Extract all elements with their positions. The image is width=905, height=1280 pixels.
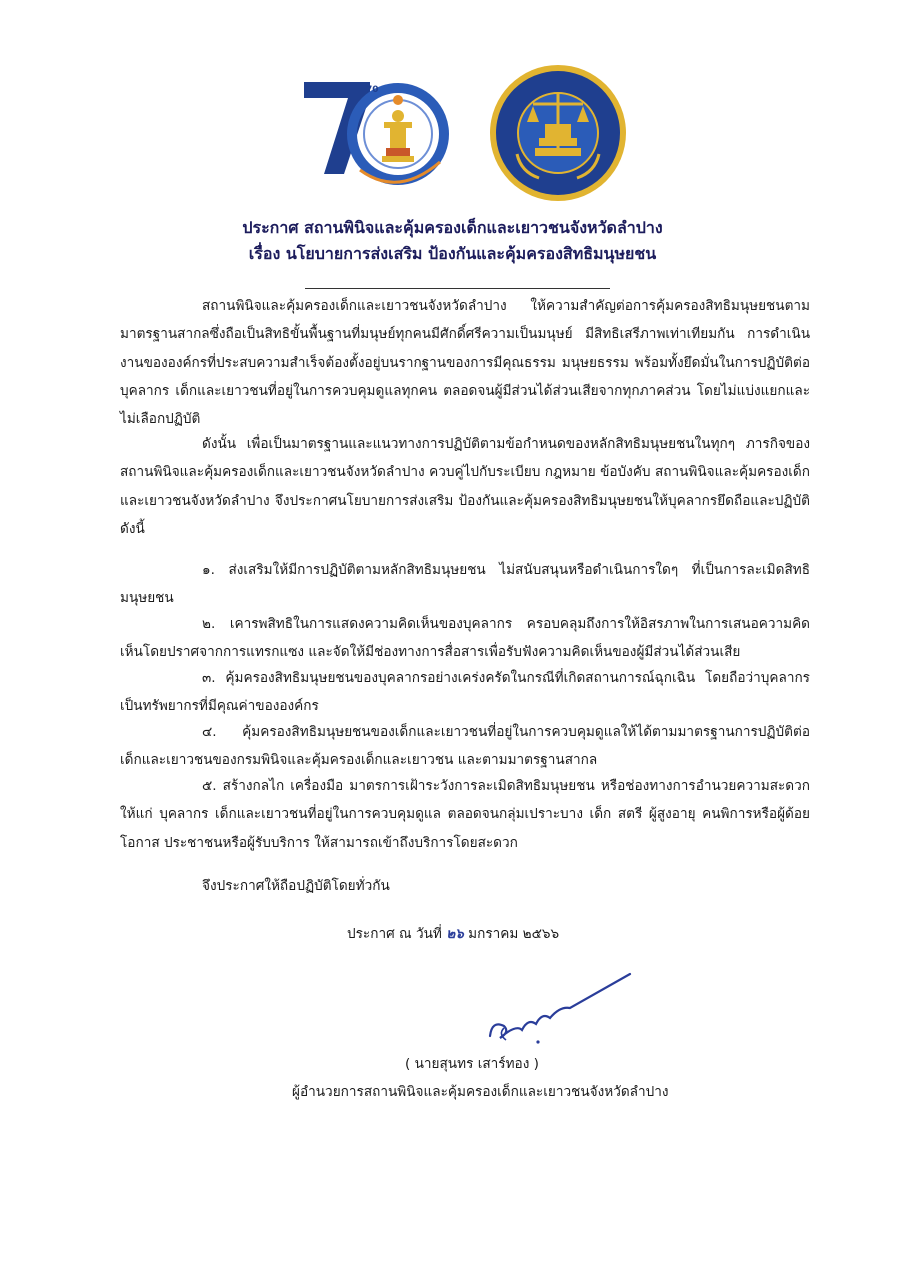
policy-item: ๒. เคารพสิทธิในการแสดงความคิดเห็นของบุคลากร ครอบคลุมถึงการให้อิสรภาพในการเสนอความคิดเห็นโดยปราศจากการแทรกแซง และจัดให้มีช่องทางการสื่อสารเพื่อรับฟังความคิดเห็นของผู้มีส่วนได้ส่วนเสีย (120, 616, 810, 661)
anniversary-number: 70 (366, 85, 379, 95)
announcement-title: ประกาศ สถานพินิจและคุ้มครองเด็กและเยาวชนจังหวัดลำปาง (242, 218, 663, 237)
policy-item: ๕. สร้างกลไก เครื่องมือ มาตรการเฝ้าระวังการละเมิดสิทธิมนุษยชน หรือช่องทางการอำนวยความสะดวกให้แก่ บุคลากร เด็กและเยาวชนที่อยู่ในการควบคุมดูแล ตลอดจนกลุ่มเปราะบาง เด็ก สตรี ผู้สูงอายุ คนพิการหรือผู้ด้อยโอกาส ประชาชนหรือผู้รับบริการ ให้สามารถเข้าถึงบริการโดยสะดวก (120, 778, 810, 851)
department-seal-logo (487, 62, 629, 204)
handwritten-signature (470, 968, 640, 1048)
date-day-handwritten: ๒๖ (446, 926, 464, 942)
signer-name: ( นายสุนทร เสาร์ทอง ) (405, 1056, 539, 1072)
announcement-subject: เรื่อง นโยบายการส่งเสริม ป้องกันและคุ้มครองสิทธิมนุษยชน (248, 244, 657, 263)
title-divider (305, 288, 610, 289)
intro-paragraph: สถานพินิจและคุ้มครองเด็กและเยาวชนจังหวัดลำปาง ให้ความสำคัญต่อการคุ้มครองสิทธิมนุษยชนตามมาตรฐานสากลซึ่งถือเป็นสิทธิขั้นพื้นฐานที่มนุษย์ทุกคนมีศักดิ์ศรีความเป็นมนุษย์ มีสิทธิเสรีภาพเท่าเทียมกัน การดำเนินงานขององค์กรที่ประสบความสำเร็จต้องตั้งอยู่บนรากฐานของการมีคุณธรรม มนุษยธรรม พร้อมทั้งยึดมั่นในการปฏิบัติต่อบุคลากร เด็กและเยาวชนที่อยู่ในการควบคุมดูแลทุกคน ตลอดจนผู้มีส่วนได้ส่วนเสียจากทุกภาคส่วน โดยไม่แบ่งแยกและไม่เลือกปฏิบัติ (120, 298, 810, 428)
policy-item: ๔. คุ้มครองสิทธิมนุษยชนของเด็กและเยาวชนที่อยู่ในการควบคุมดูแลให้ได้ตามมาตรฐานการปฏิบัติต่อเด็กและเยาวชนของกรมพินิจและคุ้มครองเด็กและเยาวชน และตามมาตรฐานสากล (120, 724, 810, 769)
closing-statement: จึงประกาศให้ถือปฏิบัติโดยทั่วกัน (202, 878, 390, 894)
therefore-paragraph: ดังนั้น เพื่อเป็นมาตรฐานและแนวทางการปฏิบัติตามข้อกำหนดของหลักสิทธิมนุษยชนในทุกๆ ภารกิจของสถานพินิจและคุ้มครองเด็กและเยาวชนจังหวัดลำปาง ควบคู่ไปกับระเบียบ กฎหมาย ข้อบังคับ สถานพินิจและคุ้มครองเด็กและเยาวชนจังหวัดลำปาง จึงประกาศนโยบายการส่งเสริม ป้องกันและคุ้มครองสิทธิมนุษยชนให้บุคลากรยึดถือและปฏิบัติ ดังนี้ (120, 436, 810, 537)
announcement-date: ประกาศ ณ วันที่ ๒๖ มกราคม ๒๕๖๖ (347, 926, 560, 942)
policy-item: ๑. ส่งเสริมให้มีการปฏิบัติตามหลักสิทธิมนุษยชน ไม่สนับสนุนหรือดำเนินการใดๆ ที่เป็นการละเมิดสิทธิมนุษยชน (120, 562, 810, 607)
policy-item: ๓. คุ้มครองสิทธิมนุษยชนของบุคลากรอย่างเคร่งครัดในกรณีที่เกิดสถานการณ์ฉุกเฉิน โดยถือว่าบุคลากรเป็นทรัพยากรที่มีคุณค่าขององค์กร (120, 670, 810, 715)
anniversary-70-logo (300, 70, 460, 200)
signer-position: ผู้อำนวยการสถานพินิจและคุ้มครองเด็กและเยาวชนจังหวัดลำปาง (292, 1084, 669, 1100)
